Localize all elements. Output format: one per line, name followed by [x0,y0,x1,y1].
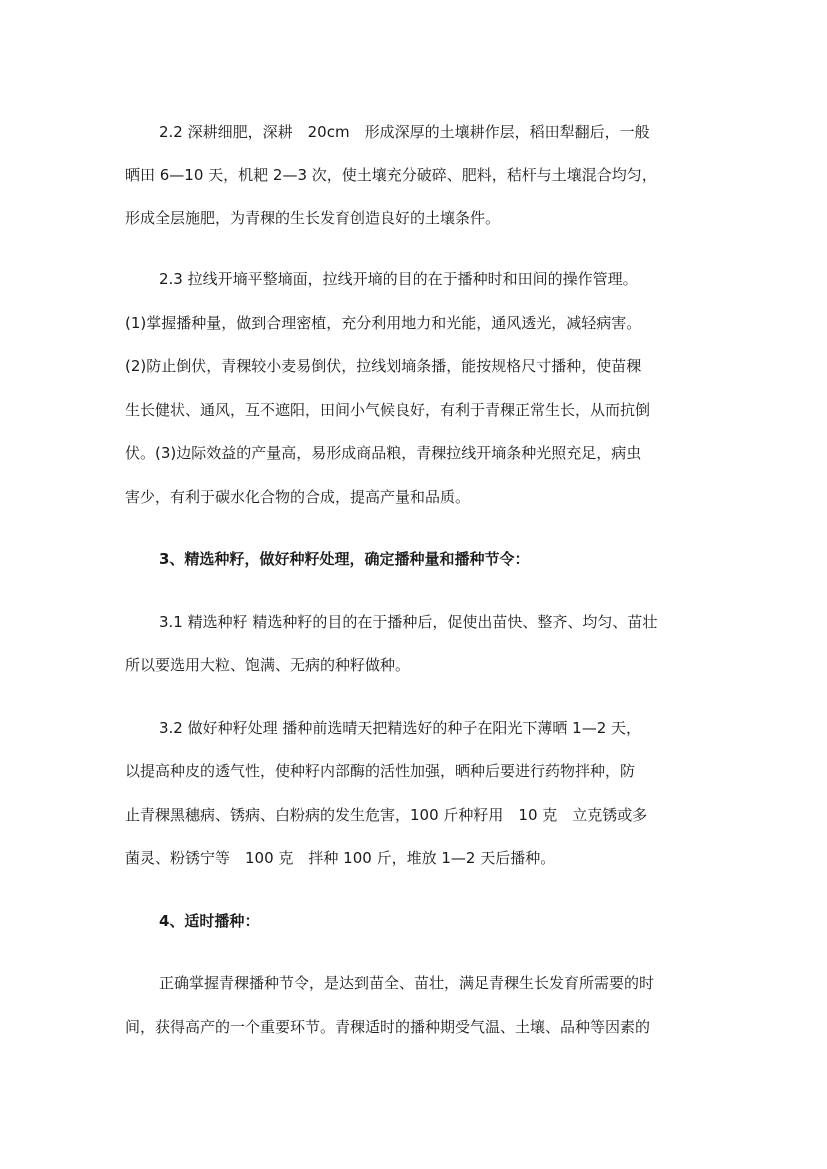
paragraph-2-3-line-2: (1)掌握播种量，做到合理密植，充分利用地力和光能，通风透光，减轻病害。 [125,314,642,332]
paragraph-2-2-line-3: 形成全层施肥，为青稞的生长发育创造良好的土壤条件。 [125,209,501,227]
paragraph-4-line-1: 正确掌握青稞播种节令，是达到苗全、苗壮，满足青稞生长发育所需要的时 [159,974,655,992]
section-3-heading: 3、精选种籽，做好种籽处理，确定播种量和播种节令： [159,550,530,568]
paragraph-2-3-line-4: 生长健状、通风，互不遮阳，田间小气候良好，有利于青稞正常生长，从而抗倒 [125,401,651,419]
paragraph-3-1-line-1: 3.1 精选种籽 精选种籽的目的在于播种后，促使出苗快、整齐、均匀、苗壮 [159,613,658,631]
paragraph-2-3-line-5: 伏。(3)边际效益的产量高，易形成商品粮，青稞拉线开墒条种光照充足，病虫 [125,444,642,462]
paragraph-3-2-line-2: 以提高种皮的透气性，使种籽内部酶的活性加强，晒种后要进行药物拌种，防 [125,762,636,780]
paragraph-3-2-line-1: 3.2 做好种籽处理 播种前选晴天把精选好的种子在阳光下薄晒 1—2 天， [159,719,642,737]
paragraph-2-2-line-1: 2.2 深耕细肥，深耕 20cm 形成深厚的土壤耕作层，稻田犁翻后，一般 [159,123,650,141]
paragraph-3-1-line-2: 所以要选用大粒、饱满、无病的种籽做种。 [125,656,411,674]
paragraph-2-3-line-3: (2)防止倒伏，青稞较小麦易倒伏，拉线划墒条播，能按规格尺寸播种，使苗稞 [125,357,642,375]
paragraph-3-2-line-3: 止青稞黑穗病、锈病、白粉病的发生危害，100 斤种籽用 10 克 立克锈或多 [125,806,648,824]
paragraph-3-2-line-4: 菌灵、粉锈宁等 100 克 拌种 100 斤，堆放 1—2 天后播种。 [125,849,556,867]
paragraph-2-3-line-1: 2.3 拉线开墒平整墒面，拉线开墒的目的在于播种时和田间的操作管理。 [159,270,638,288]
paragraph-4-line-2: 间，获得高产的一个重要环节。青稞适时的播种期受气温、土壤、品种等因素的 [125,1018,651,1036]
section-4-heading: 4、适时播种： [159,912,260,930]
paragraph-2-3-line-6: 害少，有利于碳水化合物的合成，提高产量和品质。 [125,488,471,506]
paragraph-2-2-line-2: 晒田 6—10 天，机耙 2—3 次，使土壤充分破碎、肥料，秸杆与土壤混合均匀， [125,166,657,184]
